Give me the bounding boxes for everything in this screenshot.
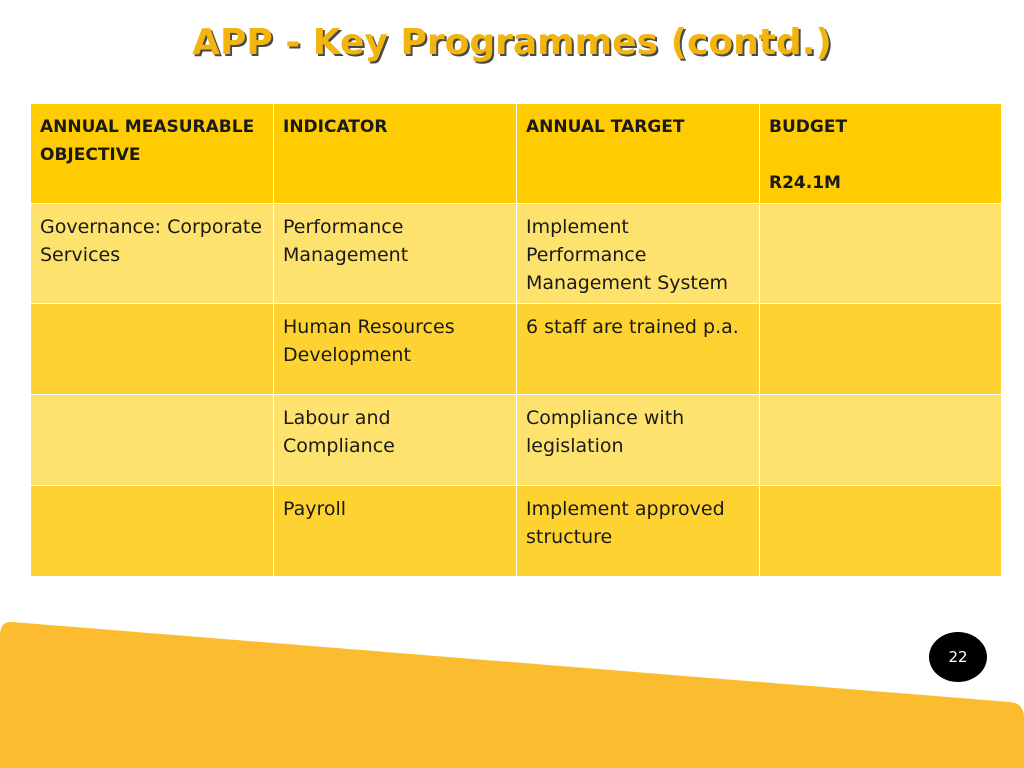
table-header-row <box>31 104 1002 204</box>
cell-objective: Governance: Corporate Services <box>31 204 274 304</box>
cell-indicator: Performance Management <box>274 204 517 304</box>
cell-objective <box>31 486 274 577</box>
table-row <box>31 304 1002 395</box>
cell-indicator: Payroll <box>274 486 517 577</box>
header-target: ANNUAL TARGET <box>517 104 760 204</box>
table-row <box>31 204 1002 304</box>
cell-budget <box>760 204 1002 304</box>
cell-budget <box>760 395 1002 486</box>
cell-indicator: Human Resources Development <box>274 304 517 395</box>
cell-target: 6 staff are trained p.a. <box>517 304 760 395</box>
table-row <box>31 395 1002 486</box>
header-indicator: INDICATOR <box>274 104 517 204</box>
cell-indicator: Labour and Compliance <box>274 395 517 486</box>
budget-value: R24.1M <box>769 173 841 193</box>
cell-target: Implement approved structure <box>517 486 760 577</box>
cell-budget <box>760 304 1002 395</box>
cell-budget <box>760 486 1002 577</box>
page-number-badge: 22 <box>929 632 987 682</box>
footer-decorative-band <box>0 622 1024 768</box>
header-objective: ANNUAL MEASURABLE OBJECTIVE <box>31 104 274 204</box>
cell-objective <box>31 304 274 395</box>
slide-title: APP - Key Programmes (contd.) <box>192 22 832 63</box>
header-budget <box>760 104 1002 204</box>
key-programmes-table <box>30 103 1002 577</box>
table-row <box>31 486 1002 577</box>
cell-objective <box>31 395 274 486</box>
cell-target: Implement Performance Management System <box>517 204 760 304</box>
budget-label: BUDGET <box>769 117 848 137</box>
cell-target: Compliance with legislation <box>517 395 760 486</box>
